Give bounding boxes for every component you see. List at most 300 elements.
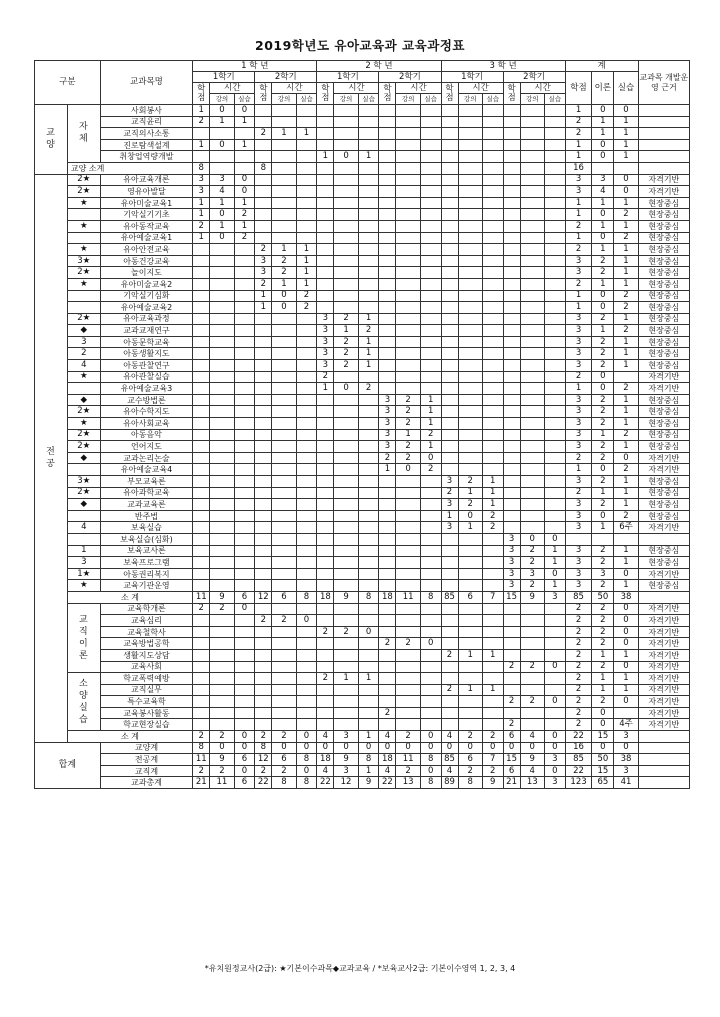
cell-value: [396, 232, 420, 244]
cell-value: [193, 626, 210, 638]
table-row: [35, 162, 690, 174]
cell-value: [396, 267, 420, 279]
cell-value: 0: [614, 568, 638, 580]
cell-value: 0: [614, 452, 638, 464]
cell-value: 2: [520, 557, 544, 569]
cell-value: [441, 174, 458, 186]
table-row: [35, 441, 690, 453]
cell-value: [520, 684, 544, 696]
cell-value: [396, 116, 420, 128]
cell-value: [592, 533, 614, 545]
cell-value: 1: [565, 383, 592, 395]
cell-value: [420, 139, 441, 151]
cell-value: [272, 452, 296, 464]
cell-value: [255, 348, 272, 360]
cell-value: [420, 116, 441, 128]
subject-basis: 현장중심: [638, 348, 689, 360]
cell-value: [193, 313, 210, 325]
table-row: [35, 151, 690, 163]
cell-value: 3: [379, 441, 396, 453]
cell-value: [334, 267, 358, 279]
cell-value: 3: [565, 313, 592, 325]
cell-value: 1: [317, 151, 334, 163]
cell-value: 2: [210, 603, 234, 615]
cell-value: [458, 464, 482, 476]
cell-value: 1: [193, 197, 210, 209]
cell-value: [193, 128, 210, 140]
subject-name: 사회봉사: [100, 105, 193, 117]
cell-value: [503, 255, 520, 267]
cell-value: [379, 325, 396, 337]
cell-value: [358, 499, 379, 511]
cell-value: 1: [565, 197, 592, 209]
cell-value: [482, 394, 503, 406]
cell-value: [482, 626, 503, 638]
cell-value: 0: [544, 731, 565, 743]
cell-value: [458, 429, 482, 441]
cell-value: [296, 105, 317, 117]
cell-value: [334, 487, 358, 499]
cell-value: [210, 383, 234, 395]
header-semester: 1학기: [193, 72, 255, 83]
table-row: [35, 615, 690, 627]
cell-value: [210, 151, 234, 163]
cell-value: [458, 661, 482, 673]
cell-value: 1: [614, 649, 638, 661]
subject-name: 보육프로그램: [100, 557, 193, 569]
cell-value: 21: [193, 777, 210, 789]
cell-value: 9: [334, 591, 358, 603]
subject-mark: [67, 290, 100, 302]
subject-basis: 자격기반: [638, 719, 689, 731]
header-lecture: 강의: [458, 94, 482, 105]
table-row: [35, 603, 690, 615]
cell-value: 2: [358, 325, 379, 337]
cell-value: 0: [458, 510, 482, 522]
subject-name: 유아예술교육3: [100, 383, 193, 395]
subject-name: 학교폭력예방: [100, 673, 193, 685]
cell-value: [420, 290, 441, 302]
table-row: [35, 487, 690, 499]
cell-value: [520, 116, 544, 128]
cell-value: [334, 220, 358, 232]
cell-value: [296, 371, 317, 383]
cell-value: [441, 661, 458, 673]
cell-value: [358, 638, 379, 650]
cell-value: [358, 580, 379, 592]
cell-value: [255, 394, 272, 406]
cell-value: 85: [441, 754, 458, 766]
subject-name: 아동음악: [100, 429, 193, 441]
cell-value: [234, 545, 255, 557]
cell-value: [379, 522, 396, 534]
cell-value: [272, 232, 296, 244]
cell-value: [441, 278, 458, 290]
cell-value: 41: [614, 777, 638, 789]
cell-value: [210, 244, 234, 256]
cell-value: [210, 371, 234, 383]
cell-value: [544, 313, 565, 325]
cell-value: [358, 197, 379, 209]
subject-name: 교육학개론: [100, 603, 193, 615]
cell-value: 2: [503, 661, 520, 673]
cell-value: [379, 174, 396, 186]
cell-value: [441, 580, 458, 592]
header-lecture: 강의: [210, 94, 234, 105]
cell-value: [520, 499, 544, 511]
cell-value: [441, 568, 458, 580]
cell-value: 1: [272, 278, 296, 290]
cell-value: [358, 707, 379, 719]
cell-value: 3: [565, 568, 592, 580]
cell-value: [503, 418, 520, 430]
subject-name: 아동문학교육: [100, 336, 193, 348]
cell-value: [520, 452, 544, 464]
cell-value: 0: [396, 464, 420, 476]
cell-value: [234, 441, 255, 453]
cell-value: [210, 452, 234, 464]
cell-value: [193, 383, 210, 395]
cell-value: [193, 487, 210, 499]
subject-mark: 2★: [67, 267, 100, 279]
cell-value: [544, 302, 565, 314]
cell-value: [458, 336, 482, 348]
cell-value: [317, 661, 334, 673]
cell-value: 2: [592, 267, 614, 279]
cell-value: [482, 336, 503, 348]
cell-value: [334, 557, 358, 569]
cell-value: [520, 255, 544, 267]
cell-value: 0: [296, 615, 317, 627]
cell-value: 1: [420, 418, 441, 430]
cell-value: 0: [210, 105, 234, 117]
cell-value: 2: [193, 731, 210, 743]
subject-basis: [638, 128, 689, 140]
cell-value: [544, 649, 565, 661]
subject-mark: ◆: [67, 394, 100, 406]
cell-value: [482, 302, 503, 314]
cell-value: 0: [614, 626, 638, 638]
cell-value: [482, 325, 503, 337]
cell-value: [544, 116, 565, 128]
cell-value: 1: [358, 336, 379, 348]
cell-value: [396, 522, 420, 534]
cell-value: [441, 418, 458, 430]
table-row: [35, 719, 690, 731]
cell-value: [255, 568, 272, 580]
subject-basis: 자격기반: [638, 661, 689, 673]
cell-value: 2: [565, 116, 592, 128]
cell-value: 3: [317, 360, 334, 372]
cell-value: [358, 139, 379, 151]
cell-value: [358, 418, 379, 430]
subject-basis: 현장중심: [638, 441, 689, 453]
subject-mark: 3: [67, 557, 100, 569]
cell-value: [358, 452, 379, 464]
subject-name: 아동권리복지: [100, 568, 193, 580]
cell-value: [193, 615, 210, 627]
subject-mark: 2★: [67, 186, 100, 198]
cell-value: 2: [565, 603, 592, 615]
cell-value: [503, 441, 520, 453]
cell-value: 0: [234, 186, 255, 198]
cell-value: [317, 186, 334, 198]
cell-value: [503, 197, 520, 209]
table-row: [35, 394, 690, 406]
cell-value: [193, 661, 210, 673]
cell-value: [458, 615, 482, 627]
header-total-practice: 실습: [614, 72, 638, 105]
cell-value: [193, 371, 210, 383]
cell-value: [317, 499, 334, 511]
cell-value: [272, 197, 296, 209]
cell-value: [544, 487, 565, 499]
cell-value: [396, 568, 420, 580]
cell-value: 8: [296, 777, 317, 789]
cell-value: 2: [565, 244, 592, 256]
cell-value: [441, 162, 458, 174]
cell-value: [317, 452, 334, 464]
cell-value: [210, 464, 234, 476]
cell-value: [420, 336, 441, 348]
cell-value: [210, 406, 234, 418]
cell-value: 1: [592, 220, 614, 232]
cell-value: 2: [420, 464, 441, 476]
subject-mark: 2★: [67, 429, 100, 441]
cell-value: [334, 429, 358, 441]
cell-value: [379, 220, 396, 232]
cell-value: 0: [334, 742, 358, 754]
cell-value: [379, 557, 396, 569]
cell-value: [234, 255, 255, 267]
cell-value: [255, 174, 272, 186]
cell-value: 2: [592, 418, 614, 430]
cell-value: [614, 371, 638, 383]
cell-value: [317, 174, 334, 186]
cell-value: 3: [317, 336, 334, 348]
cell-value: 1: [210, 220, 234, 232]
cell-value: [317, 487, 334, 499]
cell-value: [458, 116, 482, 128]
cell-value: 0: [544, 568, 565, 580]
cell-value: 2: [614, 209, 638, 221]
header-lecture: 강의: [334, 94, 358, 105]
cell-value: [334, 232, 358, 244]
cell-value: 2: [592, 545, 614, 557]
cell-value: [544, 707, 565, 719]
cell-value: [317, 232, 334, 244]
cell-value: [193, 684, 210, 696]
cell-value: [520, 719, 544, 731]
cell-value: 0: [272, 302, 296, 314]
cell-value: [210, 278, 234, 290]
cell-value: [544, 394, 565, 406]
cell-value: [379, 719, 396, 731]
table-row: [35, 232, 690, 244]
cell-value: 3: [565, 336, 592, 348]
table-row: [35, 209, 690, 221]
cell-value: 0: [358, 742, 379, 754]
cell-value: 2: [334, 313, 358, 325]
cell-value: [334, 394, 358, 406]
cell-value: [272, 383, 296, 395]
cell-value: [234, 313, 255, 325]
subject-basis: 현장중심: [638, 244, 689, 256]
cell-value: [334, 441, 358, 453]
cell-value: 2: [458, 476, 482, 488]
cell-value: 1: [614, 116, 638, 128]
cell-value: [544, 325, 565, 337]
cell-value: [193, 429, 210, 441]
cell-value: 85: [565, 591, 592, 603]
cell-value: [234, 707, 255, 719]
cell-value: 2: [565, 684, 592, 696]
cell-value: 9: [482, 777, 503, 789]
cell-value: [193, 360, 210, 372]
cell-value: [358, 568, 379, 580]
cell-value: [379, 244, 396, 256]
cell-value: [520, 128, 544, 140]
cell-value: [503, 267, 520, 279]
cell-value: 2: [396, 765, 420, 777]
group-gyoyang: 교양: [35, 105, 68, 175]
cell-value: [296, 626, 317, 638]
cell-value: [396, 278, 420, 290]
cell-value: 2: [592, 580, 614, 592]
cell-value: 3: [614, 731, 638, 743]
cell-value: [544, 151, 565, 163]
cell-value: 2: [193, 220, 210, 232]
subject-name: 아동생활지도: [100, 348, 193, 360]
cell-value: [334, 661, 358, 673]
cell-value: [234, 278, 255, 290]
cell-value: [296, 638, 317, 650]
cell-value: 2: [520, 661, 544, 673]
header-time: 시간: [210, 83, 255, 94]
cell-value: [255, 649, 272, 661]
cell-value: 2: [334, 348, 358, 360]
cell-value: [544, 383, 565, 395]
subject-basis: [638, 116, 689, 128]
cell-value: [458, 394, 482, 406]
cell-value: [317, 684, 334, 696]
cell-value: [193, 696, 210, 708]
cell-value: [234, 533, 255, 545]
cell-value: [441, 105, 458, 117]
cell-value: 3: [565, 580, 592, 592]
cell-value: [358, 487, 379, 499]
cell-value: 8: [193, 742, 210, 754]
subject-name: 보육실습: [100, 522, 193, 534]
cell-value: [396, 360, 420, 372]
cell-value: [503, 406, 520, 418]
cell-value: [396, 186, 420, 198]
cell-value: [358, 476, 379, 488]
cell-value: [255, 429, 272, 441]
header-total-credit: 학점: [565, 72, 592, 105]
cell-value: [379, 360, 396, 372]
cell-value: 0: [592, 209, 614, 221]
cell-value: [210, 418, 234, 430]
cell-value: [503, 162, 520, 174]
cell-value: 2: [482, 765, 503, 777]
subject-name: 놀이지도: [100, 267, 193, 279]
cell-value: [272, 348, 296, 360]
cell-value: 2: [317, 371, 334, 383]
cell-value: 1: [358, 673, 379, 685]
subject-basis: 현장중심: [638, 302, 689, 314]
cell-value: [396, 336, 420, 348]
subject-name: 유아사회교육: [100, 418, 193, 430]
cell-value: [296, 684, 317, 696]
subject-basis: 현장중심: [638, 267, 689, 279]
cell-value: [379, 545, 396, 557]
cell-value: [234, 522, 255, 534]
cell-value: [379, 626, 396, 638]
cell-value: 1: [614, 418, 638, 430]
cell-value: 0: [272, 742, 296, 754]
cell-value: 4: [520, 731, 544, 743]
cell-value: 1: [334, 673, 358, 685]
cell-value: [317, 719, 334, 731]
cell-value: [458, 162, 482, 174]
cell-value: 3: [592, 568, 614, 580]
cell-value: 0: [420, 731, 441, 743]
cell-value: [296, 197, 317, 209]
cell-value: 1: [358, 731, 379, 743]
cell-value: [210, 348, 234, 360]
cell-value: [317, 696, 334, 708]
cell-value: 2: [396, 441, 420, 453]
cell-value: [317, 116, 334, 128]
cell-value: [358, 174, 379, 186]
cell-value: [396, 371, 420, 383]
cell-value: [272, 649, 296, 661]
cell-value: [503, 464, 520, 476]
cell-value: 1: [458, 522, 482, 534]
cell-value: [458, 186, 482, 198]
cell-value: 18: [317, 754, 334, 766]
cell-value: 0: [441, 742, 458, 754]
cell-value: [334, 638, 358, 650]
cell-value: 9: [520, 754, 544, 766]
cell-value: [544, 638, 565, 650]
cell-value: 65: [592, 777, 614, 789]
table-row: [35, 220, 690, 232]
cell-value: 2: [193, 603, 210, 615]
cell-value: [503, 105, 520, 117]
cell-value: [482, 557, 503, 569]
table-row: [35, 754, 690, 766]
cell-value: 2: [458, 765, 482, 777]
cell-value: 85: [565, 754, 592, 766]
cell-value: [210, 499, 234, 511]
cell-value: [520, 615, 544, 627]
cell-value: [272, 626, 296, 638]
cell-value: 7: [482, 754, 503, 766]
table-row: [35, 406, 690, 418]
cell-value: [210, 649, 234, 661]
cell-value: [441, 313, 458, 325]
cell-value: 8: [255, 162, 272, 174]
cell-value: [255, 545, 272, 557]
cell-value: [544, 348, 565, 360]
cell-value: [210, 302, 234, 314]
table-row: [35, 661, 690, 673]
cell-value: 1: [614, 394, 638, 406]
cell-value: [272, 568, 296, 580]
cell-value: [358, 186, 379, 198]
